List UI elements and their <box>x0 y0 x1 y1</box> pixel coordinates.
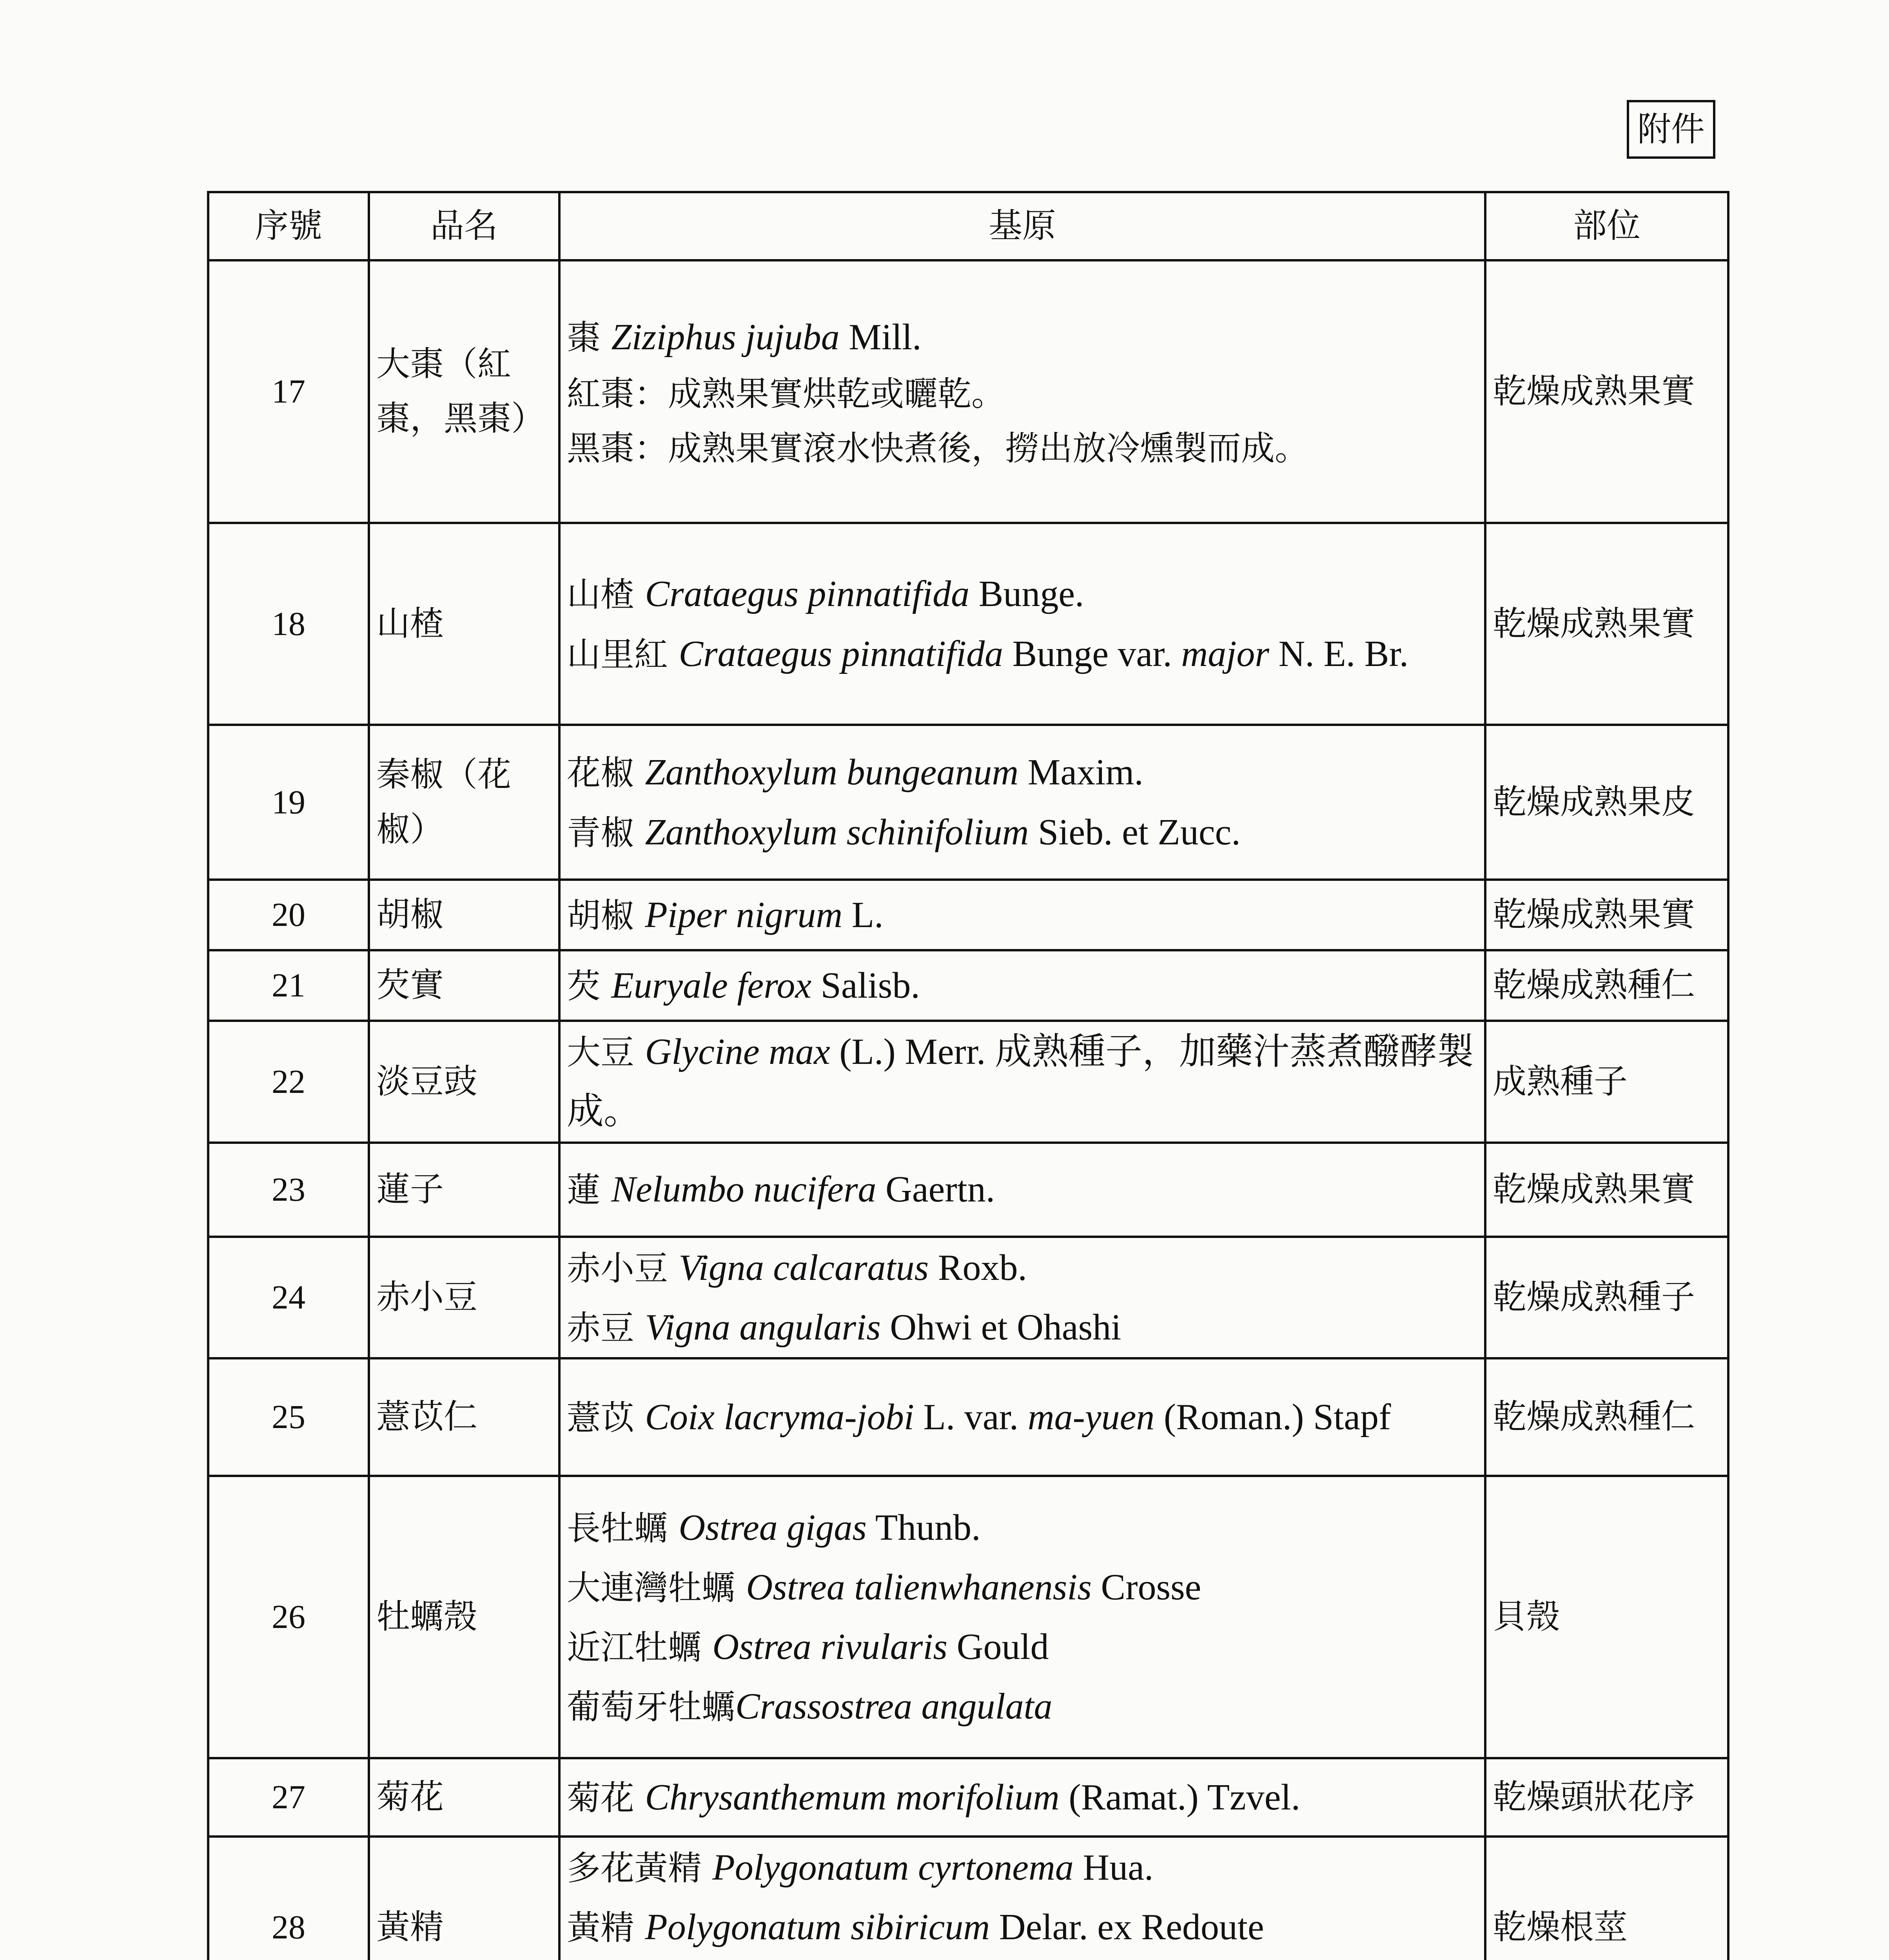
scientific-name: Glycine max <box>645 1031 830 1072</box>
row-index: 21 <box>208 950 369 1021</box>
row-part: 乾燥頭狀花序 <box>1485 1758 1728 1837</box>
scientific-name: Crassostrea angulata <box>735 1686 1052 1727</box>
row-index: 25 <box>208 1358 369 1476</box>
source-line <box>567 1298 1478 1357</box>
row-index: 24 <box>208 1237 369 1359</box>
table-header-row <box>208 192 1728 260</box>
header-name: 品名 <box>369 192 559 260</box>
source-text: 多花黃精 <box>567 1849 713 1888</box>
scientific-name: Euryale ferox <box>611 965 812 1006</box>
row-part: 乾燥成熟果皮 <box>1485 725 1728 880</box>
row-name: 胡椒 <box>369 880 559 950</box>
row-part: 乾燥成熟果實 <box>1485 1143 1728 1237</box>
source-text: Salisb. <box>811 965 920 1006</box>
row-index: 22 <box>208 1021 369 1143</box>
row-name: 蓮子 <box>369 1143 559 1237</box>
row-name: 淡豆豉 <box>369 1021 559 1143</box>
source-line <box>567 1160 1478 1219</box>
source-line <box>567 564 1478 624</box>
header-source: 基原 <box>559 192 1485 260</box>
scientific-name: Zanthoxylum schinifolium <box>645 811 1029 853</box>
source-text: 近江牡蠣 <box>567 1628 713 1668</box>
table-body <box>208 260 1728 1960</box>
row-name: 秦椒（花椒） <box>369 725 559 880</box>
source-text: Thunb. <box>866 1507 981 1548</box>
source-text: (Ramat.) Tzvel. <box>1059 1777 1301 1818</box>
source-line <box>567 1957 1478 1960</box>
row-source <box>559 260 1485 523</box>
source-text: Gould <box>947 1626 1049 1668</box>
source-text: 山里紅 <box>567 635 679 674</box>
source-line <box>567 1022 1478 1142</box>
header-index: 序號 <box>208 192 369 260</box>
scientific-name: Chrysanthemum morifolium <box>645 1777 1060 1818</box>
source-text: Delar. ex Redoute <box>990 1907 1264 1948</box>
scientific-name: Zanthoxylum bungeanum <box>645 752 1019 793</box>
table-row <box>208 1758 1728 1837</box>
row-part: 成熟種子 <box>1485 1021 1728 1143</box>
row-part: 乾燥成熟種仁 <box>1485 950 1728 1021</box>
scientific-name: ma-yuen <box>1027 1396 1155 1437</box>
source-text: 蓮 <box>567 1171 612 1210</box>
row-part: 乾燥成熟果實 <box>1485 523 1728 725</box>
table-row <box>208 1358 1728 1476</box>
row-index: 23 <box>208 1143 369 1237</box>
row-source <box>559 1758 1485 1837</box>
scientific-name: Piper nigrum <box>645 894 843 935</box>
source-text: Ohwi et Ohashi <box>880 1307 1121 1348</box>
source-line <box>567 1238 1478 1298</box>
source-line <box>567 1897 1478 1957</box>
row-part: 乾燥成熟種子 <box>1485 1237 1728 1359</box>
scientific-name: Crataegus pinnatifida <box>679 633 1003 674</box>
source-text: 紅棗：成熟果實烘乾或曬乾。 <box>567 374 1005 414</box>
scientific-name: Coix lacryma-jobi <box>645 1396 914 1437</box>
row-part: 乾燥根莖 <box>1485 1837 1728 1960</box>
source-text: 芡 <box>567 966 612 1006</box>
herb-table <box>207 191 1729 1960</box>
source-text: 黃精 <box>567 1908 645 1948</box>
scientific-name: Polygonatum cyrtonema <box>712 1847 1074 1888</box>
table-row <box>208 523 1728 725</box>
row-part: 乾燥成熟果實 <box>1485 880 1728 950</box>
scientific-name: Ostrea rivularis <box>712 1626 948 1668</box>
scientific-name: major <box>1181 633 1269 674</box>
source-text: Roxb. <box>929 1247 1027 1288</box>
source-line <box>567 367 1478 421</box>
source-text: Hua. <box>1073 1847 1154 1888</box>
table-row <box>208 260 1728 523</box>
row-name: 山楂 <box>369 523 559 725</box>
row-part: 乾燥成熟種仁 <box>1485 1358 1728 1476</box>
row-name: 薏苡仁 <box>369 1358 559 1476</box>
row-source <box>559 950 1485 1021</box>
source-text: 大豆 <box>567 1033 645 1072</box>
source-line <box>567 1617 1478 1677</box>
header-part: 部位 <box>1485 192 1728 260</box>
source-line <box>567 1557 1478 1617</box>
source-text: 大連灣牡蠣 <box>567 1568 746 1608</box>
source-text: 胡椒 <box>567 896 645 935</box>
source-text: 山楂 <box>567 575 645 615</box>
table-row <box>208 1237 1728 1359</box>
source-line <box>567 421 1478 476</box>
row-index: 18 <box>208 523 369 725</box>
source-text: 青椒 <box>567 813 645 853</box>
source-line <box>567 624 1478 684</box>
scientific-name: Nelumbo nucifera <box>611 1169 876 1210</box>
source-line <box>567 1498 1478 1557</box>
table-row <box>208 880 1728 950</box>
row-source <box>559 1476 1485 1758</box>
table-row <box>208 950 1728 1021</box>
row-index: 26 <box>208 1476 369 1758</box>
source-text: 長牡蠣 <box>567 1508 679 1548</box>
source-text: Maxim. <box>1018 752 1143 793</box>
row-index: 27 <box>208 1758 369 1837</box>
source-line <box>567 1677 1478 1736</box>
table-row <box>208 1476 1728 1758</box>
row-source <box>559 1358 1485 1476</box>
source-text: Mill. <box>839 316 922 358</box>
source-text: Bunge. <box>969 573 1084 615</box>
row-source <box>559 1021 1485 1143</box>
row-index: 20 <box>208 880 369 950</box>
source-line <box>567 885 1478 945</box>
source-line <box>567 1838 1478 1897</box>
source-line <box>567 802 1478 862</box>
source-text: 赤小豆 <box>567 1249 679 1288</box>
source-text: L. var. <box>914 1396 1028 1437</box>
row-name: 黃精 <box>369 1837 559 1960</box>
source-text: 花椒 <box>567 753 645 793</box>
scientific-name: Ostrea talienwhanensis <box>746 1566 1092 1608</box>
scientific-name: Polygonatum sibiricum <box>645 1907 990 1948</box>
scientific-name: Ziziphus jujuba <box>611 316 840 358</box>
source-text: N. E. Br. <box>1269 633 1409 674</box>
row-source <box>559 523 1485 725</box>
row-source <box>559 725 1485 880</box>
row-part: 貝殼 <box>1485 1476 1728 1758</box>
source-text: 菊花 <box>567 1778 645 1818</box>
source-text: 薏苡 <box>567 1398 645 1437</box>
scientific-name: Vigna calcaratus <box>679 1247 929 1288</box>
table-row <box>208 1021 1728 1143</box>
source-text: Sieb. et Zucc. <box>1029 811 1241 853</box>
scientific-name: Ostrea gigas <box>679 1507 867 1548</box>
source-line <box>567 307 1478 367</box>
attachment-label: 附件 <box>1627 100 1715 159</box>
row-name: 菊花 <box>369 1758 559 1837</box>
source-text: L. <box>842 894 884 935</box>
row-source <box>559 1237 1485 1359</box>
source-line <box>567 1768 1478 1827</box>
table-row <box>208 725 1728 880</box>
row-source <box>559 1143 1485 1237</box>
source-text: 赤豆 <box>567 1308 645 1348</box>
source-text: Bunge var. <box>1003 633 1181 674</box>
row-source <box>559 880 1485 950</box>
source-line <box>567 742 1478 802</box>
row-index: 17 <box>208 260 369 523</box>
row-name: 赤小豆 <box>369 1237 559 1359</box>
scientific-name: Vigna angularis <box>645 1307 881 1348</box>
scientific-name: Crataegus pinnatifida <box>645 573 970 615</box>
row-index: 28 <box>208 1837 369 1960</box>
row-index: 19 <box>208 725 369 880</box>
source-text: (L.) Merr. 成熟種子，加藥汁蒸煮醱酵製成。 <box>567 1031 1474 1132</box>
source-text: (Roman.) Stapf <box>1154 1396 1391 1437</box>
source-text: Gaertn. <box>876 1169 995 1210</box>
row-name: 芡實 <box>369 950 559 1021</box>
source-text: 葡萄牙牡蠣 <box>567 1688 735 1727</box>
row-part: 乾燥成熟果實 <box>1485 260 1728 523</box>
row-name: 牡蠣殼 <box>369 1476 559 1758</box>
source-text: 黑棗：成熟果實滾水快煮後，撈出放冷燻製而成。 <box>567 429 1308 468</box>
source-text: Crosse <box>1092 1566 1201 1608</box>
table-row <box>208 1837 1728 1960</box>
table-row <box>208 1143 1728 1237</box>
row-source <box>559 1837 1485 1960</box>
source-line <box>567 1387 1478 1447</box>
row-name: 大棗（紅棗，黑棗） <box>369 260 559 523</box>
source-text: 棗 <box>567 318 612 358</box>
source-line <box>567 956 1478 1015</box>
